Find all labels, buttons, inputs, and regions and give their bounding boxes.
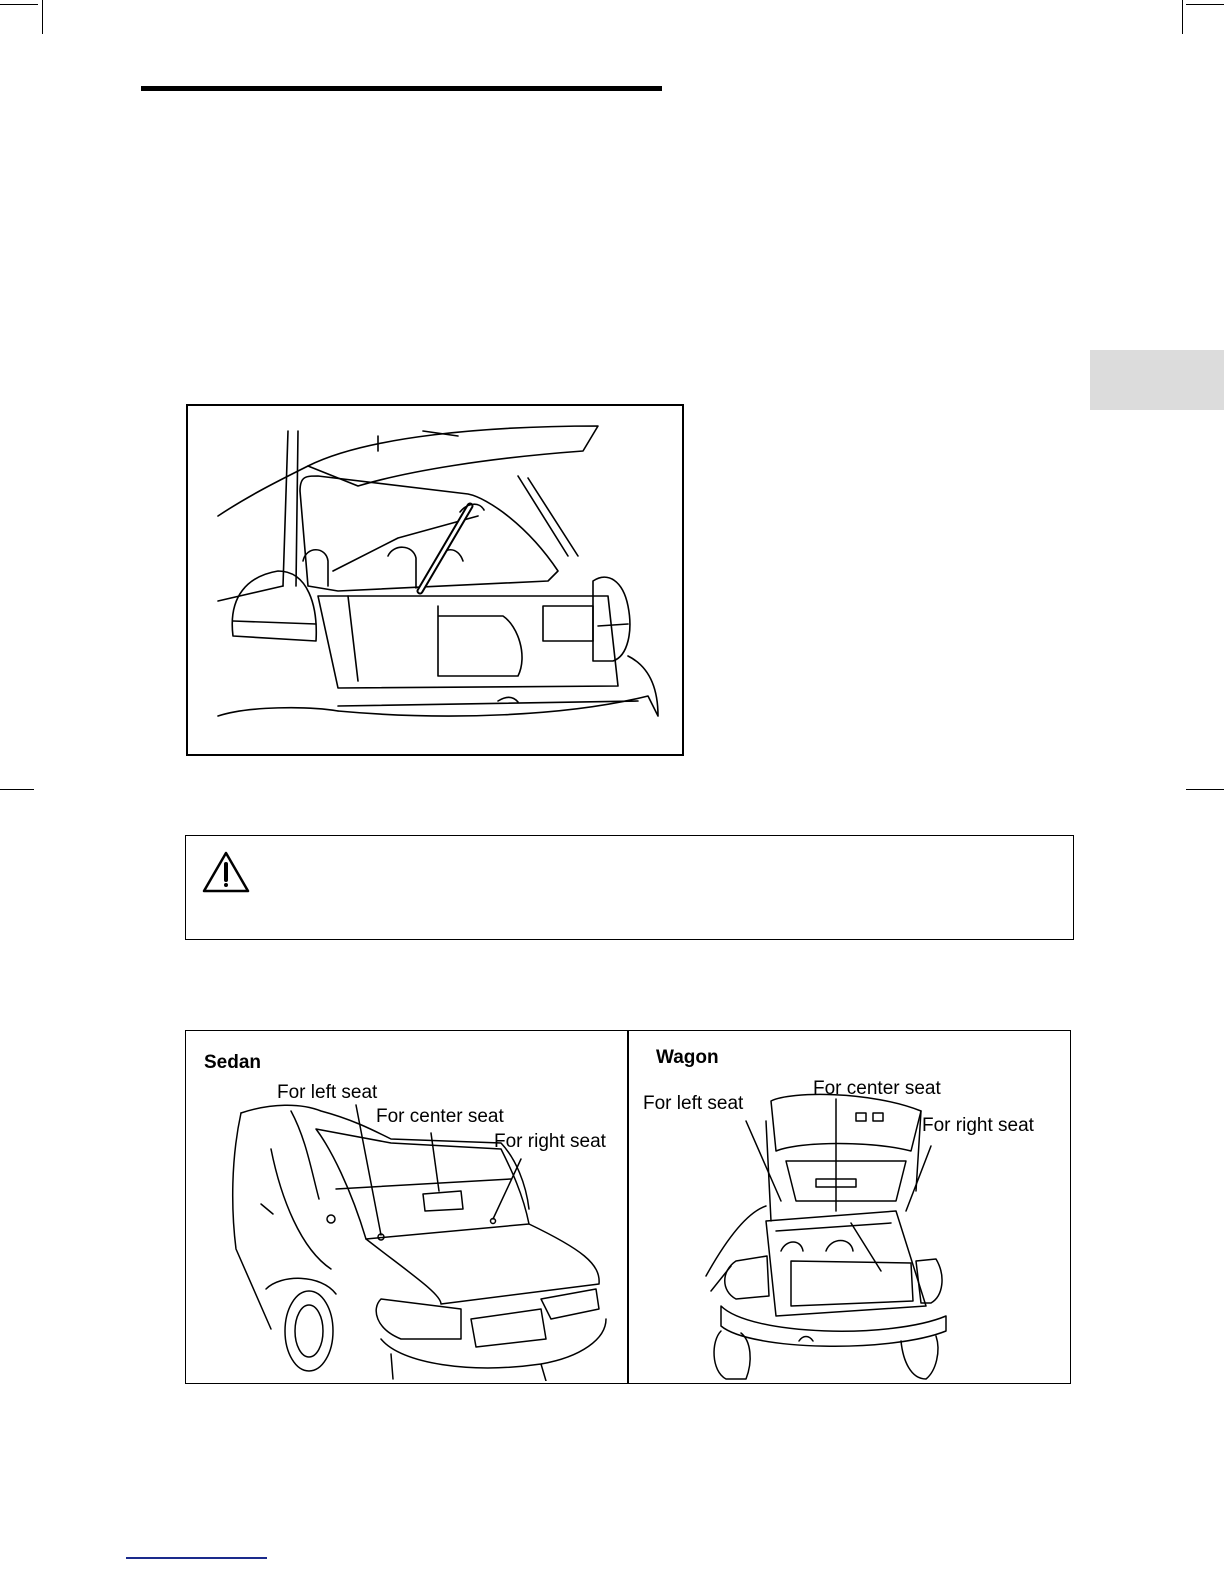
wagon-panel-title: Wagon bbox=[656, 1047, 719, 1068]
crop-mark-top-left bbox=[0, 4, 38, 5]
sedan-left-seat-label: For left seat bbox=[277, 1082, 378, 1103]
section-header-rule bbox=[141, 86, 662, 91]
chapter-side-tab bbox=[1090, 350, 1224, 410]
wagon-cargo-area-illustration bbox=[188, 406, 682, 754]
warning-triangle-icon bbox=[201, 850, 251, 894]
wagon-left-seat-label: For left seat bbox=[643, 1093, 744, 1114]
caution-box bbox=[185, 835, 1074, 940]
wagon-tether-figure bbox=[186, 404, 684, 756]
sedan-panel-title: Sedan bbox=[204, 1052, 262, 1073]
sedan-center-seat-label: For center seat bbox=[376, 1106, 504, 1127]
tether-anchor-figure bbox=[185, 1030, 1071, 1384]
footer-link-underline[interactable] bbox=[126, 1557, 267, 1559]
sedan-right-seat-label: For right seat bbox=[494, 1131, 606, 1152]
sedan-rear-illustration bbox=[211, 1099, 621, 1381]
crop-mark-top-right-v bbox=[1182, 0, 1183, 34]
crop-mark-top-right bbox=[1186, 4, 1224, 5]
wagon-right-seat-label: For right seat bbox=[922, 1115, 1034, 1136]
crop-mark-mid-left bbox=[0, 789, 34, 790]
wagon-center-seat-label: For center seat bbox=[813, 1078, 941, 1099]
crop-mark-mid-right bbox=[1186, 789, 1224, 790]
figure-divider bbox=[627, 1031, 629, 1383]
wagon-rear-illustration bbox=[691, 1091, 951, 1381]
crop-mark-top-left-v bbox=[42, 0, 43, 34]
